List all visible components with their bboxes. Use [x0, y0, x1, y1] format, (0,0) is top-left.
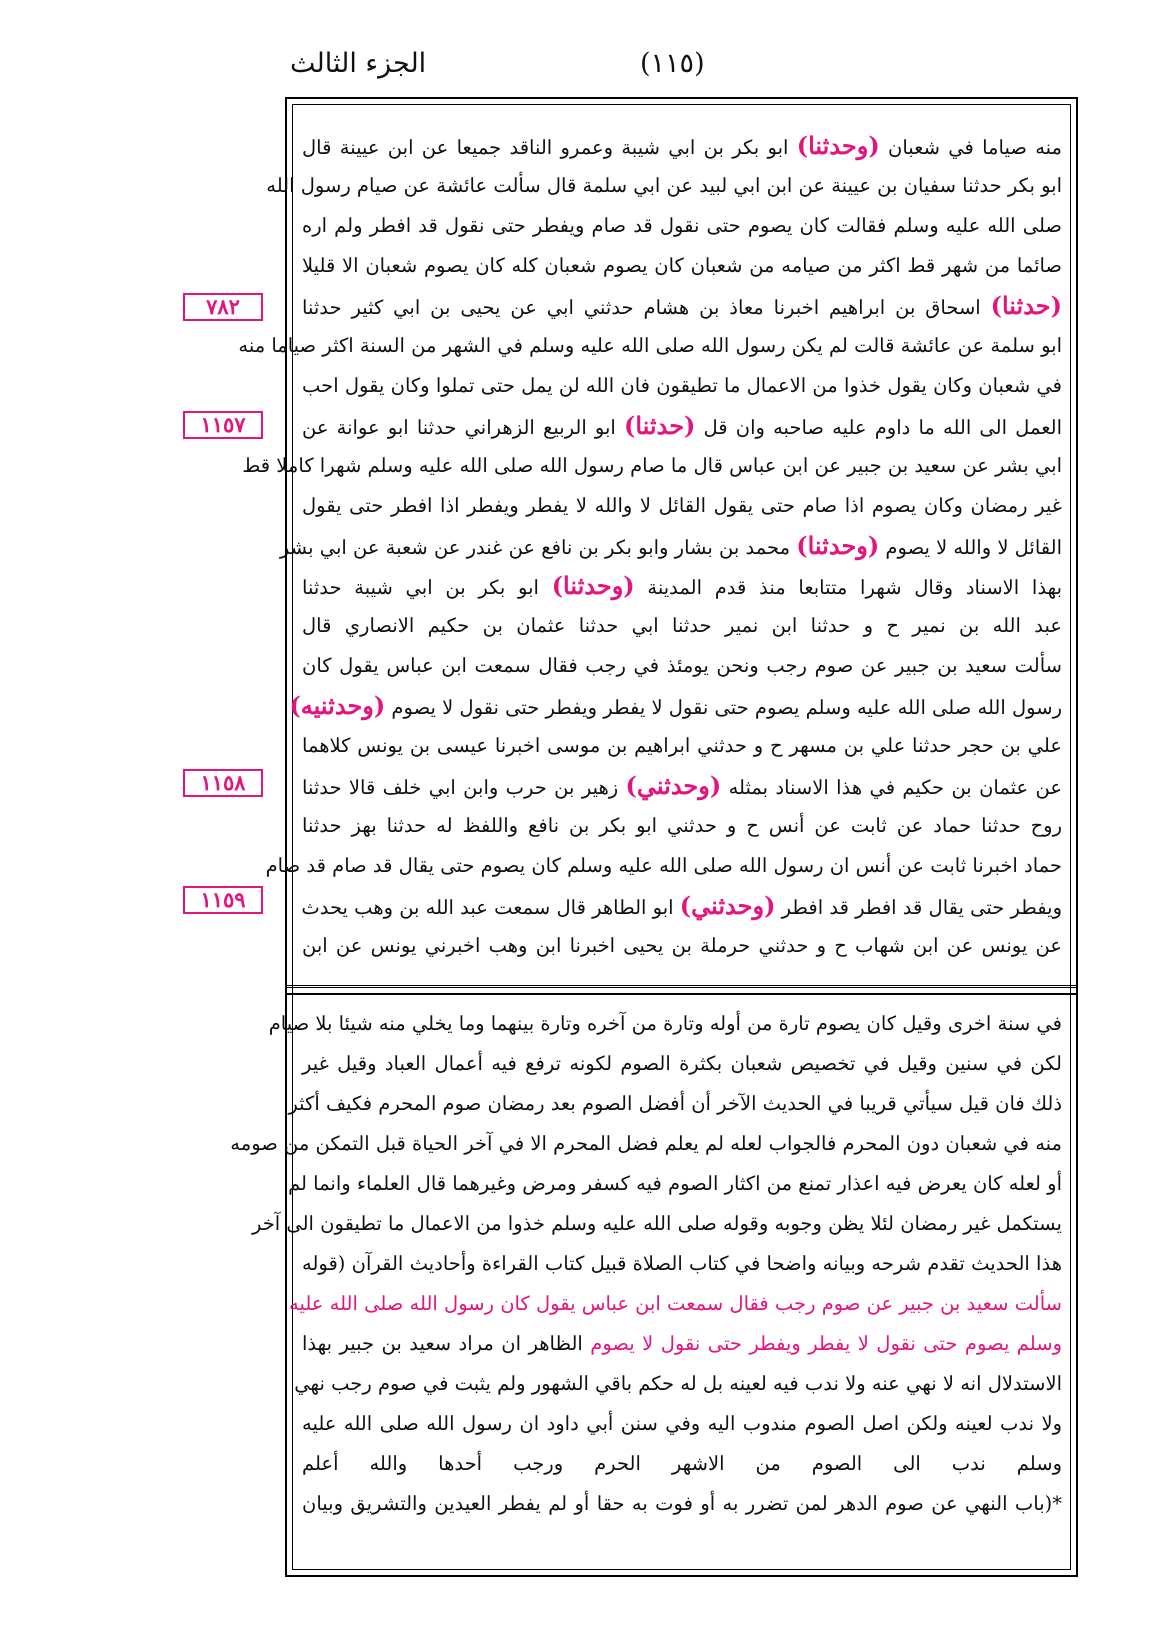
- volume-title: الجزء الثالث: [290, 48, 427, 79]
- text-line: [230, 1124, 1062, 1164]
- text-segment: روح حدثنا حماد عن ثابت عن أنس ح و حدثني ابو بكر بن نافع واللفظ له حدثنا بهز حدثنا: [302, 814, 1062, 837]
- text-line: [302, 406, 1062, 446]
- text-segment: في شعبان وكان يقول خذوا من الاعمال ما تطيقون فان الله لن يمل حتى تملوا وكان يقول احب: [302, 374, 1062, 397]
- text-segment: ذلك فان قيل سيأتي قريبا في الحديث الآخر أن أفضل الصوم بعد رمضان صوم المحرم فكيف أكثر: [288, 1092, 1062, 1115]
- text-segment: أو لعله كان يعرض فيه اعذار تمنع من اكثار الصوم فيه كسفر ومرض وغيرهما قال العلماء وانما لم: [288, 1172, 1062, 1195]
- text-line: [302, 806, 1062, 846]
- text-segment: عن يونس عن ابن شهاب ح و حدثني حرملة بن يحيى اخبرنا ابن وهب اخبرني يونس عن ابن: [302, 934, 1062, 957]
- text-segment: في سنة اخرى وقيل كان يصوم تارة من أوله وتارة من آخره وتارة بينهما وما يخلي منه شيئا بلا صيام: [268, 1012, 1062, 1035]
- section-divider: [285, 985, 1078, 995]
- text-segment: ابو بكر بن ابي شيبة حدثنا: [302, 576, 552, 599]
- narration-marker: (وحدثني): [625, 771, 722, 800]
- text-segment: هذا الحديث تقدم شرحه وبيانه واضحا في كتاب الصلاة قبيل كتاب القراءة وأحاديث القرآن (قوله: [302, 1252, 1062, 1275]
- text-line: [242, 446, 1062, 486]
- page-number: (١١٥): [640, 48, 705, 79]
- page-header: [0, 48, 1158, 98]
- text-segment: ابو سلمة عن عائشة قالت لم يكن رسول الله صلى الله عليه وسلم في الشهر من السنة اكثر صياما منه: [238, 334, 1062, 357]
- text-line: [302, 1324, 1062, 1364]
- text-line: [302, 1484, 1062, 1524]
- text-segment: ويفطر حتى يقال قد افطر قد افطر: [775, 896, 1062, 919]
- text-line: [302, 206, 1062, 246]
- text-line: [302, 646, 1062, 686]
- text-segment: ابو بكر حدثنا سفيان بن عيينة عن ابن ابي لبيد عن ابي سلمة قال سألت عائشة عن صيام رسول الله: [266, 174, 1062, 197]
- text-segment: علي بن حجر حدثنا علي بن مسهر ح و حدثني ابراهيم بن موسى اخبرنا عيسى بن يونس كلاهما: [302, 734, 1062, 757]
- commentary-text: [230, 1004, 1062, 1524]
- text-line: [288, 1084, 1062, 1124]
- text-line: [265, 846, 1062, 886]
- text-segment: وسلم ندب الى الصوم من الاشهر الحرم ورجب أحدها والله أعلم: [302, 1452, 1062, 1475]
- text-segment: القائل لا والله لا يصوم: [879, 536, 1062, 559]
- hadith-number-box: ٧٨٢: [183, 293, 263, 321]
- narration-marker: (وحدثني): [679, 891, 776, 920]
- text-segment: العمل الى الله ما داوم عليه صاحبه وان قل: [695, 416, 1062, 439]
- text-segment: منه في شعبان دون المحرم فالجواب لعله لم يعلم فضل المحرم الا في آخر الحياة قبل التمكن من صومه: [230, 1132, 1062, 1155]
- narration-marker: (وحدثنا): [796, 531, 880, 560]
- hadith-number-box: ١١٥٩: [183, 886, 263, 914]
- text-line: [302, 566, 1062, 606]
- text-line: [266, 166, 1062, 206]
- text-segment: الاستدلال انه لا نهي عنه ولا ندب فيه لعينه بل له حكم باقي الشهور ولم يثبت في صوم رجب نهي: [294, 1372, 1062, 1395]
- text-line: [302, 286, 1062, 326]
- text-line: [279, 526, 1062, 566]
- text-line: [302, 126, 1062, 166]
- narration-marker: (وحدثنا): [551, 571, 635, 600]
- text-segment: رسول الله صلى الله عليه وسلم يصوم حتى نقول لا يفطر ويفطر حتى نقول لا يصوم: [385, 696, 1062, 719]
- text-segment: حماد اخبرنا ثابت عن أنس ان رسول الله صلى الله عليه وسلم كان يصوم حتى يقال قد صام قد صام: [265, 854, 1062, 877]
- text-segment: ابو الربيع الزهراني حدثنا ابو عوانة عن: [302, 416, 624, 439]
- text-line: [302, 366, 1062, 406]
- text-line: [294, 1364, 1062, 1404]
- hadith-number-box: ١١٥٨: [183, 769, 263, 797]
- text-line: [251, 1204, 1062, 1244]
- narration-marker: (حدثنا): [990, 291, 1062, 320]
- text-line: [302, 606, 1062, 646]
- text-segment: محمد بن بشار وابو بكر بن نافع عن غندر عن شعبة عن ابي بشر: [279, 536, 797, 559]
- text-segment: عبد الله بن نمير ح و حدثنا ابن نمير حدثنا ابي حدثنا عثمان بن حكيم الانصاري قال: [302, 614, 1062, 637]
- text-segment: لكن في سنين وقيل في تخصيص شعبان بكثرة الصوم لكونه ترفع فيه أعمال العباد وقيل غير: [302, 1052, 1062, 1075]
- text-segment: ابو الطاهر قال سمعت عبد الله بن وهب يحدث: [301, 896, 680, 919]
- text-segment: ولا ندب لعينه ولكن اصل الصوم مندوب اليه وفي سنن أبي داود ان رسول الله صلى الله عليه: [302, 1412, 1062, 1435]
- narration-marker: (وحدثنا): [796, 131, 880, 160]
- text-line: [302, 1404, 1062, 1444]
- text-segment: الظاهر ان مراد سعيد بن جبير بهذا: [302, 1332, 591, 1355]
- hadith-main-text: [238, 126, 1062, 966]
- text-line: [302, 1444, 1062, 1484]
- text-segment: ابي بشر عن سعيد بن جبير عن ابن عباس قال ما صام رسول الله صلى الله عليه وسلم شهرا كاملا قط: [242, 454, 1062, 477]
- text-segment: *(باب النهي عن صوم الدهر لمن تضرر به أو فوت به حقا أو لم يفطر العيدين والتشريق وبيان: [302, 1492, 1062, 1515]
- text-line: [302, 486, 1062, 526]
- quoted-hadith-text: وسلم يصوم حتى نقول لا يفطر ويفطر حتى نقول لا يصوم: [590, 1332, 1062, 1355]
- text-line: [302, 1044, 1062, 1084]
- text-segment: صائما من شهر قط اكثر من صيامه من شعبان كان يصوم شعبان كله كان يصوم شعبان الا قليلا: [302, 254, 1062, 277]
- text-segment: يستكمل غير رمضان لئلا يظن وجوبه وقوله صلى الله عليه وسلم خذوا من الاعمال ما تطيقون الى آخر: [251, 1212, 1062, 1235]
- text-line: [238, 326, 1062, 366]
- quoted-hadith-text: سألت سعيد بن جبير عن صوم رجب فقال سمعت ابن عباس يقول كان رسول الله صلى الله عليه: [289, 1292, 1062, 1315]
- text-segment: غير رمضان وكان يصوم اذا صام حتى يقول القائل لا والله لا يفطر ويفطر اذا افطر حتى يقول: [302, 494, 1062, 517]
- text-segment: منه صياما في شعبان: [879, 136, 1062, 159]
- narration-marker: (وحدثنيه): [289, 691, 386, 720]
- text-segment: ابو بكر بن ابي شيبة وعمرو الناقد جميعا عن ابن عيينة قال: [302, 136, 797, 159]
- narration-marker: (حدثنا): [624, 411, 696, 440]
- text-line: [288, 1164, 1062, 1204]
- text-line: [302, 766, 1062, 806]
- text-line: [289, 686, 1062, 726]
- hadith-number-box: ١١٥٧: [183, 411, 263, 439]
- text-line: [268, 1004, 1062, 1044]
- text-segment: بهذا الاسناد وقال شهرا متتابعا منذ قدم المدينة: [634, 576, 1062, 599]
- text-line: [302, 246, 1062, 286]
- text-segment: صلى الله عليه وسلم فقالت كان يصوم حتى نقول قد صام ويفطر حتى نقول قد افطر ولم اره: [302, 214, 1062, 237]
- text-segment: اسحاق بن ابراهيم اخبرنا معاذ بن هشام حدثني ابي عن يحيى بن ابي كثير حدثنا: [302, 296, 991, 319]
- text-line: [302, 726, 1062, 766]
- text-segment: عن عثمان بن حكيم في هذا الاسناد بمثله: [721, 776, 1062, 799]
- text-line: [289, 1284, 1062, 1324]
- text-segment: زهير بن حرب وابن ابي خلف قالا حدثنا: [302, 776, 626, 799]
- text-segment: سألت سعيد بن جبير عن صوم رجب ونحن يومئذ في رجب فقال سمعت ابن عباس يقول كان: [302, 654, 1062, 677]
- text-line: [302, 926, 1062, 966]
- text-line: [302, 1244, 1062, 1284]
- text-line: [302, 886, 1062, 926]
